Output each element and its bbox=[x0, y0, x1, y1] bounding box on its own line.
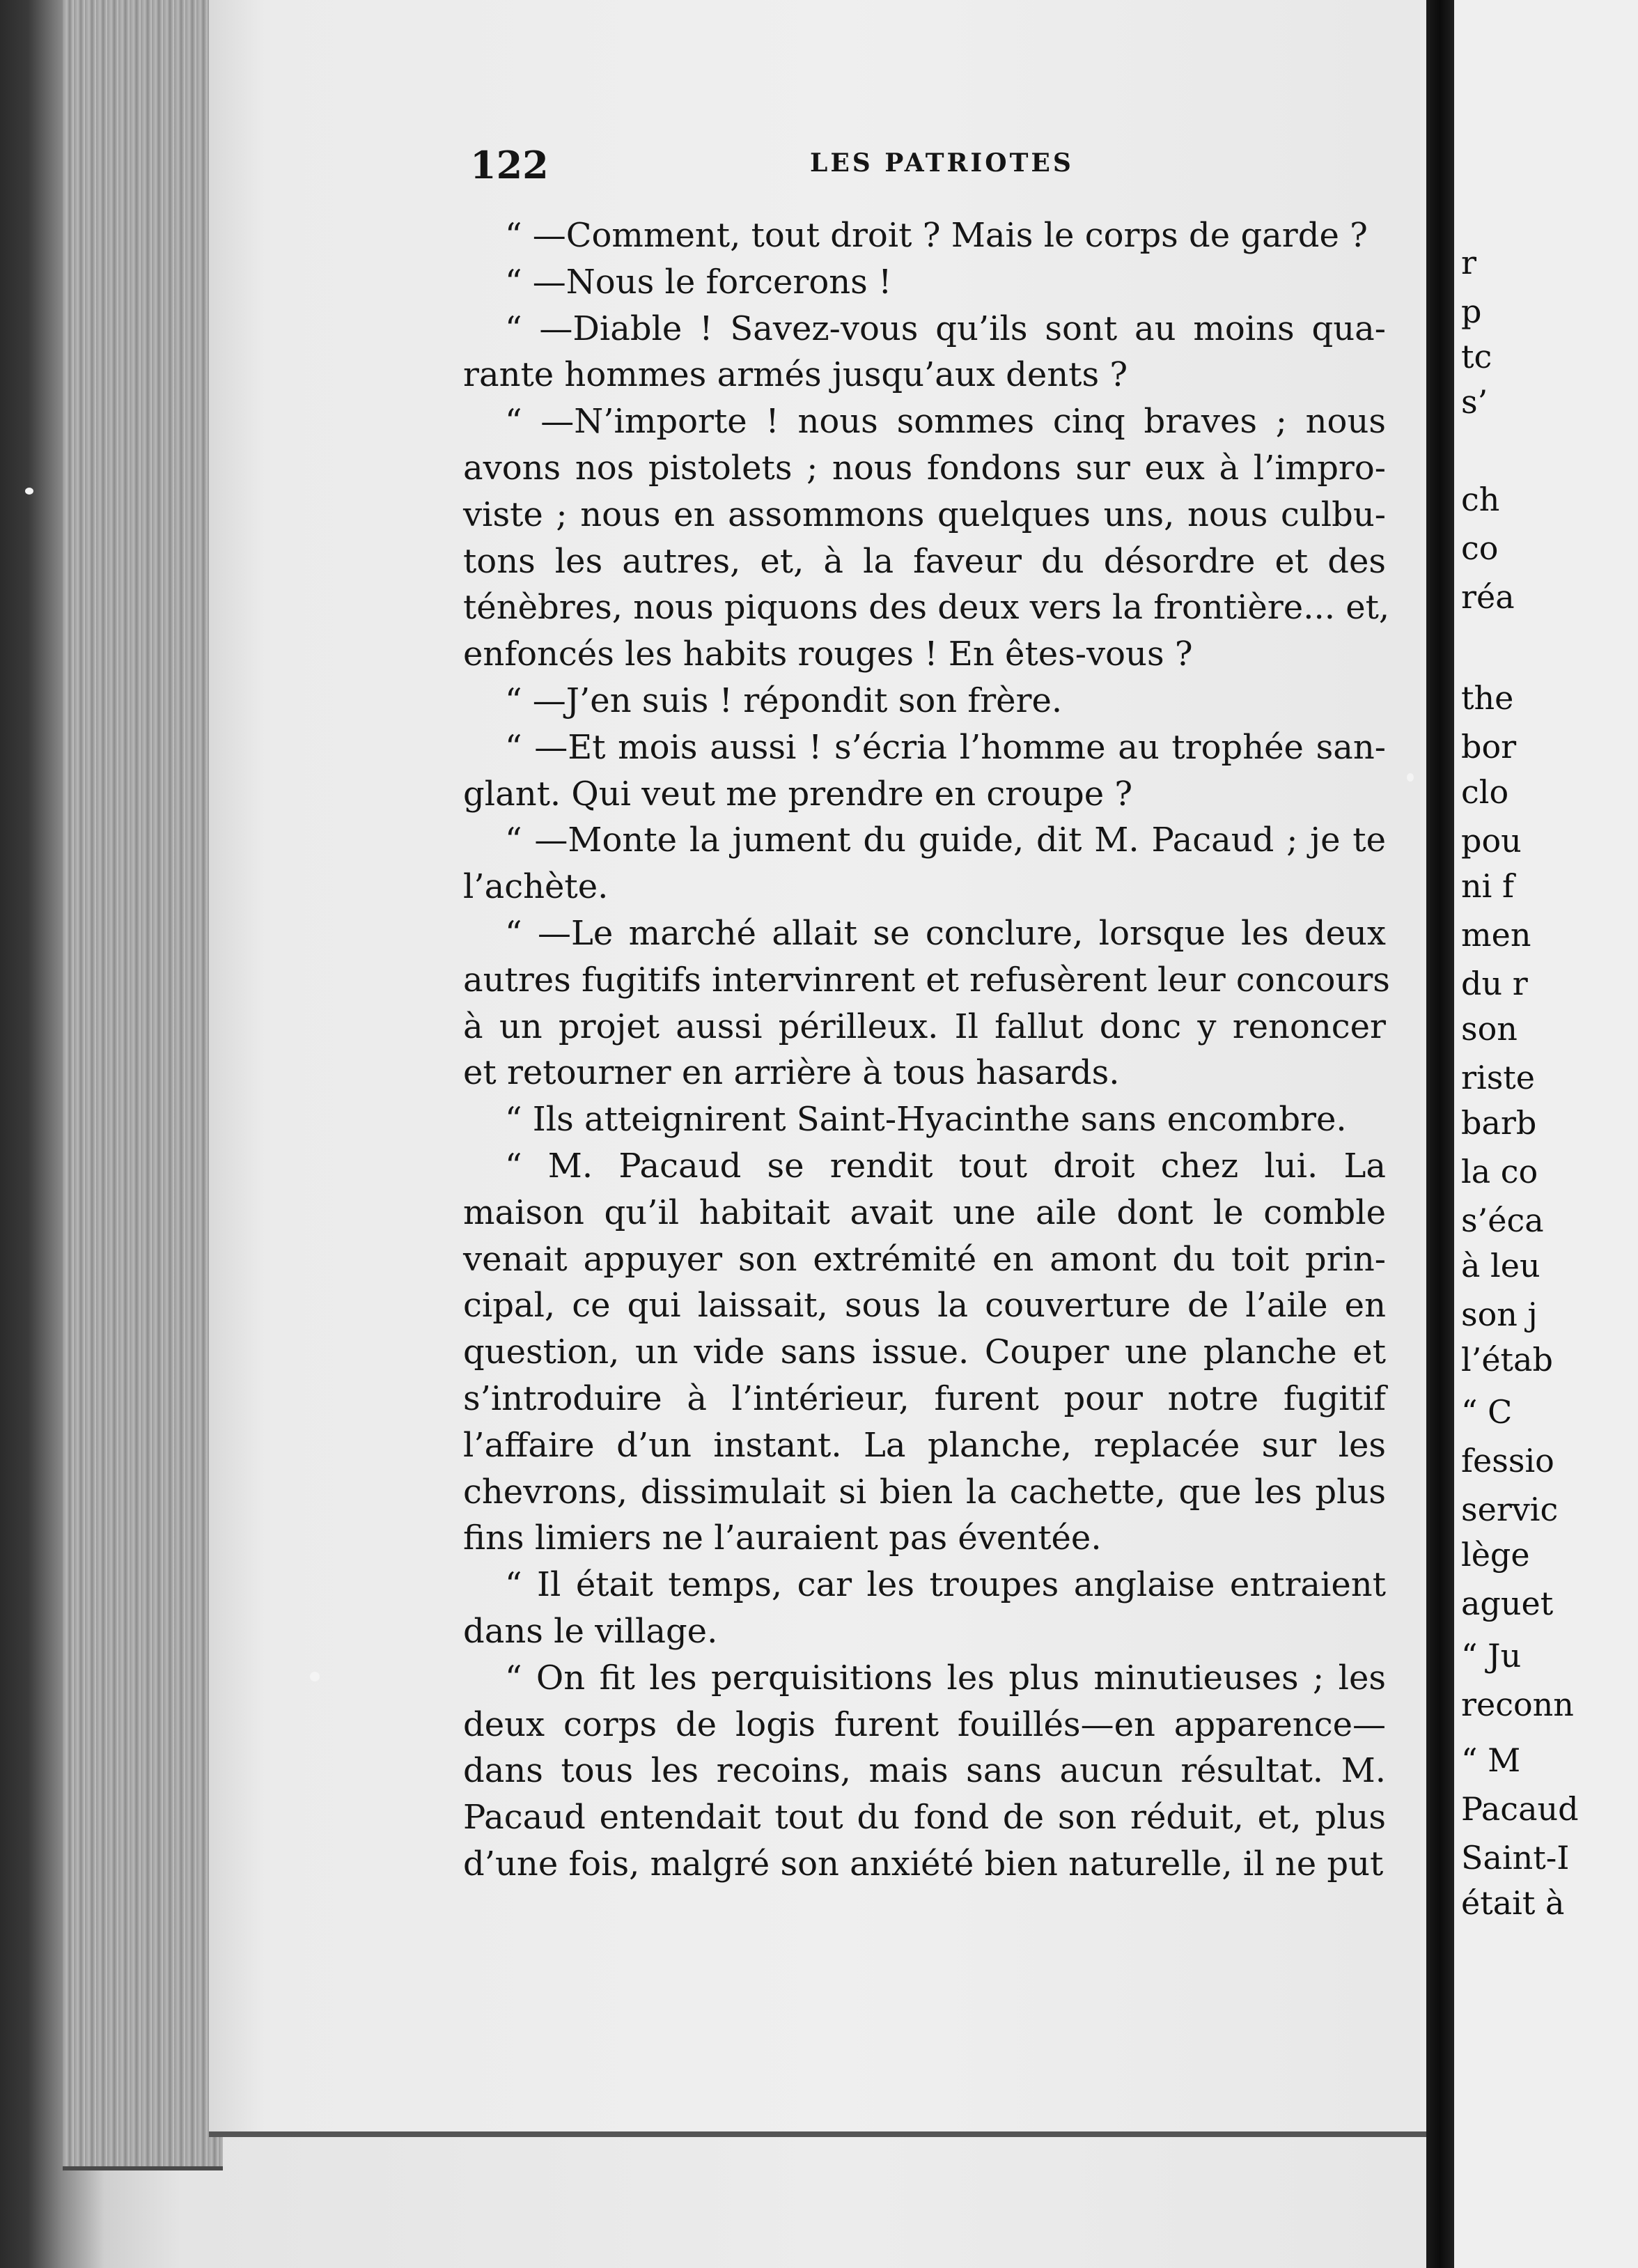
text-line: dans le village. bbox=[463, 1611, 718, 1651]
facing-page-line: Saint-I bbox=[1461, 1839, 1570, 1877]
text-line: cipal, ce qui laissait, sous la couverture de l’aile en bbox=[463, 1286, 1386, 1326]
facing-page-fragment bbox=[1454, 0, 1638, 2268]
facing-page-line: servic bbox=[1461, 1491, 1559, 1528]
text-line: à un projet aussi périlleux. Il fallut donc y renoncer bbox=[463, 1007, 1386, 1046]
text-line: tons les autres, et, à la faveur du désordre et des bbox=[463, 541, 1386, 581]
facing-page-line: pou bbox=[1461, 822, 1522, 860]
text-line: chevrons, dissimulait si bien la cachette, que les plus bbox=[463, 1472, 1386, 1512]
facing-page-line: son j bbox=[1461, 1296, 1538, 1333]
body-text bbox=[463, 212, 1390, 1888]
facing-page-line: ni f bbox=[1461, 867, 1514, 905]
facing-page-line: était à bbox=[1461, 1884, 1565, 1922]
text-line: rante hommes armés jusqu’aux dents ? bbox=[463, 355, 1128, 395]
text-line: viste ; nous en assommons quelques uns, nous culbu- bbox=[463, 495, 1386, 534]
facing-page-line: Pacaud bbox=[1461, 1790, 1579, 1828]
facing-page-line: s’éca bbox=[1461, 1202, 1544, 1239]
facing-page-line: the bbox=[1461, 679, 1514, 717]
dust-speck bbox=[1407, 773, 1414, 782]
text-line: “ Il était temps, car les troupes anglaise entraient bbox=[505, 1565, 1386, 1605]
text-line: “ Ils atteignirent Saint-Hyacinthe sans encombre. bbox=[505, 1100, 1347, 1140]
text-line: Pacaud entendait tout du fond de son réduit, et, plus bbox=[463, 1798, 1386, 1838]
text-line: “ —Nous le forcerons ! bbox=[505, 262, 892, 302]
stacked-page-edges bbox=[63, 0, 223, 2170]
facing-page-line: co bbox=[1461, 529, 1499, 567]
dust-speck bbox=[25, 488, 33, 495]
page-header bbox=[470, 143, 1389, 185]
facing-page-line: reconn bbox=[1461, 1686, 1574, 1723]
text-line: “ —Comment, tout droit ? Mais le corps de garde ? bbox=[505, 216, 1368, 255]
facing-page-line: fessio bbox=[1461, 1442, 1554, 1479]
facing-page-line: men bbox=[1461, 916, 1531, 954]
text-line: enfoncés les habits rouges ! En êtes-vous ? bbox=[463, 635, 1193, 674]
book-gutter bbox=[1426, 0, 1454, 2268]
facing-page-line: riste bbox=[1461, 1059, 1536, 1096]
text-line: question, un vide sans issue. Couper une planche et bbox=[463, 1333, 1386, 1372]
text-line: d’une fois, malgré son anxiété bien naturelle, il ne put bbox=[463, 1844, 1384, 1883]
facing-page-line: bor bbox=[1461, 728, 1517, 766]
text-line: venait appuyer son extrémité en amont du toit prin- bbox=[463, 1239, 1386, 1279]
text-line: fins limiers ne l’auraient pas éventée. bbox=[463, 1519, 1102, 1558]
facing-page-line: clo bbox=[1461, 773, 1509, 811]
facing-page-line: r bbox=[1461, 244, 1476, 281]
facing-page-line: du r bbox=[1461, 965, 1528, 1002]
facing-page-line: ch bbox=[1461, 481, 1500, 518]
text-line: glant. Qui veut me prendre en croupe ? bbox=[463, 774, 1133, 814]
text-line: “ —Monte la jument du guide, dit M. Pacaud ; je te bbox=[505, 821, 1386, 860]
facing-page-line: l’étab bbox=[1461, 1341, 1553, 1378]
text-line: ténèbres, nous piquons des deux vers la frontière... et, bbox=[463, 588, 1390, 628]
text-line: autres fugitifs intervinrent et refusèrent leur concours bbox=[463, 960, 1390, 1000]
text-line: l’achète. bbox=[463, 867, 609, 907]
text-line: “ —Diable ! Savez-vous qu’ils sont au moins qua- bbox=[505, 309, 1386, 348]
text-line: s’introduire à l’intérieur, furent pour notre fugitif bbox=[463, 1378, 1386, 1418]
facing-page-line: p bbox=[1461, 293, 1482, 330]
text-line: avons nos pistolets ; nous fondons sur eux à l’impro- bbox=[463, 448, 1386, 488]
facing-page-line: “ C bbox=[1461, 1393, 1513, 1431]
facing-page-line: s’ bbox=[1461, 383, 1488, 421]
text-line: maison qu’il habitait avait une aile dont le comble bbox=[463, 1193, 1386, 1232]
facing-page-line: réa bbox=[1461, 578, 1515, 616]
facing-page-line: tc bbox=[1461, 338, 1492, 375]
text-line: “ —N’importe ! nous sommes cinq braves ; nous bbox=[505, 402, 1386, 442]
facing-page-line: “ M bbox=[1461, 1741, 1521, 1779]
facing-page-line: à leu bbox=[1461, 1247, 1540, 1284]
dust-speck bbox=[310, 1672, 320, 1681]
text-line: dans tous les recoins, mais sans aucun résultat. M. bbox=[463, 1751, 1386, 1791]
text-line: deux corps de logis furent fouillés—en apparence— bbox=[463, 1704, 1386, 1744]
running-title: LES PATRIOTES bbox=[810, 148, 1074, 178]
facing-page-line: barb bbox=[1461, 1104, 1537, 1142]
facing-page-line: “ Ju bbox=[1461, 1637, 1522, 1675]
text-line: et retourner en arrière à tous hasards. bbox=[463, 1053, 1120, 1093]
text-line: “ —J’en suis ! répondit son frère. bbox=[505, 681, 1063, 720]
text-line: “ M. Pacaud se rendit tout droit chez lui. La bbox=[505, 1146, 1386, 1186]
text-line: “ —Et mois aussi ! s’écria l’homme au trophée san- bbox=[505, 727, 1386, 767]
facing-page-line: aguet bbox=[1461, 1585, 1554, 1622]
facing-page-line: lège bbox=[1461, 1536, 1530, 1574]
facing-page-line: la co bbox=[1461, 1153, 1538, 1190]
text-line: l’affaire d’un instant. La planche, replacée sur les bbox=[463, 1425, 1386, 1465]
text-line: “ —Le marché allait se conclure, lorsque les deux bbox=[505, 913, 1386, 953]
text-line: “ On fit les perquisitions les plus minutieuses ; les bbox=[505, 1658, 1386, 1698]
page-number: 122 bbox=[470, 143, 549, 187]
facing-page-line: son bbox=[1461, 1010, 1518, 1048]
